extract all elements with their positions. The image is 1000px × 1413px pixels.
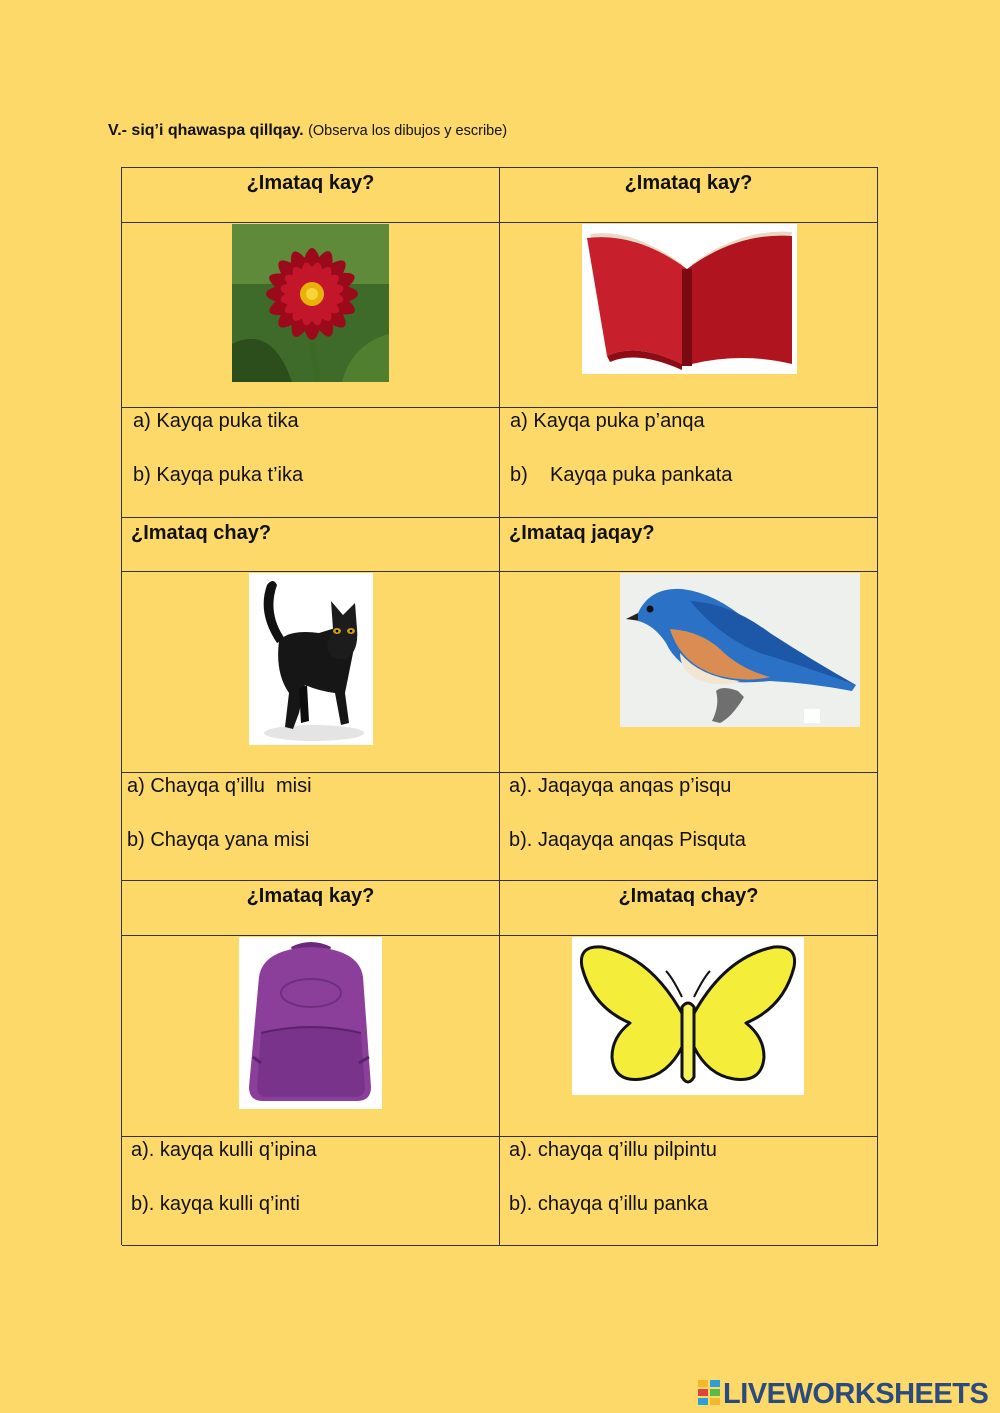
image-cell [500, 572, 878, 773]
options-cell [122, 773, 500, 881]
option-marker: a) [133, 410, 151, 432]
option-marker: b) [133, 464, 151, 486]
option-marker: a). [131, 1139, 155, 1161]
question-text: ¿Imataq kay? [246, 172, 375, 194]
option-text: Jaqayqa anqas Pisquta [537, 829, 746, 851]
option-text: chayqa q’illu pilpintu [537, 1139, 717, 1161]
option-a[interactable] [131, 1139, 317, 1162]
option-marker: b). [509, 1193, 533, 1215]
instruction-title: V.- siq’i qhawaspa qillqay. [108, 122, 304, 139]
instruction-hint: (Observa los dibujos y escribe) [308, 123, 508, 139]
option-a[interactable] [127, 775, 312, 798]
liveworksheets-logo[interactable] [698, 1378, 988, 1411]
black-cat-image [249, 573, 373, 745]
option-b[interactable] [127, 829, 309, 852]
options-cell [500, 773, 878, 881]
option-text: Jaqayqa anqas p’isqu [537, 775, 732, 797]
option-b[interactable] [509, 829, 746, 852]
purple-backpack-image [239, 937, 382, 1109]
question-cell [122, 168, 500, 223]
option-b[interactable] [131, 1193, 300, 1216]
option-text: Kayqa puka t’ika [156, 464, 304, 486]
option-text: Chayqa q’illu misi [150, 775, 312, 797]
red-flower-image [232, 224, 389, 382]
question-cell [500, 518, 878, 572]
option-b[interactable] [509, 1193, 708, 1216]
yellow-butterfly-image [572, 937, 804, 1095]
instruction [108, 122, 507, 140]
option-text: Kayqa puka p’anqa [533, 410, 705, 432]
option-marker: b) [127, 829, 145, 851]
option-text: Kayqa puka pankata [550, 464, 733, 486]
option-text: kayqa kulli q’inti [159, 1193, 300, 1215]
option-text: chayqa q’illu panka [537, 1193, 709, 1215]
option-a[interactable] [510, 410, 705, 433]
question-cell [500, 168, 878, 223]
option-marker: b). [509, 829, 533, 851]
image-cell [500, 936, 878, 1137]
option-text: Chayqa yana misi [150, 829, 310, 851]
option-text: Kayqa puka tika [156, 410, 299, 432]
question-text: ¿Imataq chay? [131, 522, 272, 544]
image-cell [500, 223, 878, 408]
option-b[interactable] [510, 464, 732, 487]
image-cell [122, 223, 500, 408]
option-marker: a). [509, 1139, 533, 1161]
question-text: ¿Imataq kay? [624, 172, 753, 194]
option-a[interactable] [133, 410, 299, 433]
question-cell [500, 881, 878, 936]
question-text: ¿Imataq chay? [618, 885, 759, 907]
liveworksheets-logo-icon [698, 1380, 720, 1406]
worksheet-table [121, 167, 878, 1245]
option-a[interactable] [509, 775, 731, 798]
blue-bird-image [620, 573, 860, 727]
option-marker: b) [510, 464, 528, 486]
image-cell [122, 936, 500, 1137]
option-a[interactable] [509, 1139, 717, 1162]
options-cell [500, 1137, 878, 1246]
option-text: kayqa kulli q’ipina [159, 1139, 317, 1161]
question-text: ¿Imataq kay? [246, 885, 375, 907]
option-marker: b). [131, 1193, 155, 1215]
option-b[interactable] [133, 464, 303, 487]
question-cell [122, 518, 500, 572]
question-text: ¿Imataq jaqay? [509, 522, 655, 544]
option-marker: a). [509, 775, 533, 797]
red-book-image [582, 224, 797, 374]
image-cell [122, 572, 500, 773]
options-cell [122, 408, 500, 518]
logo-text: LIVEWORKSHEETS [723, 1378, 989, 1410]
options-cell [122, 1137, 500, 1246]
question-cell [122, 881, 500, 936]
option-marker: a) [510, 410, 528, 432]
options-cell [500, 408, 878, 518]
option-marker: a) [127, 775, 145, 797]
